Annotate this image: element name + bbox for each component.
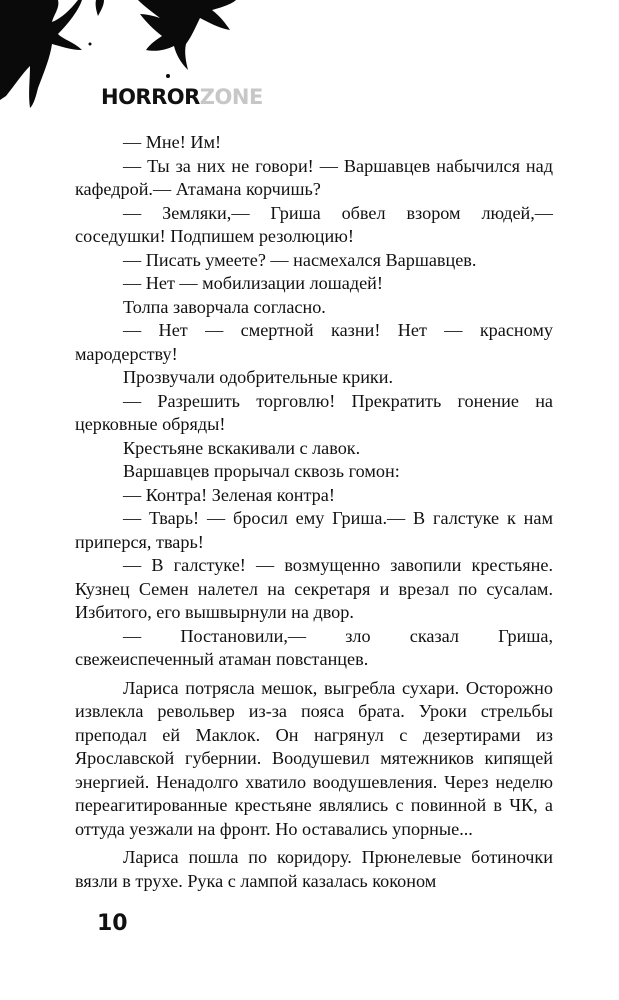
series-logo <box>101 87 263 108</box>
page-number: 10 <box>97 911 128 936</box>
paragraph: Лариса потрясла мешок, выгребла сухари. Осторожно извлекла револьвер из-за пояса брата. Уроки стрельбы преподал ей Маклок. Он нагрянул с дезертирами из Ярославской губернии. Воодушевил мятежников кипящей энергией. Ненадолго хватило воодушевления. Через неделю переагитированные крестьяне являлись с повинной в ЧК, а оттуда уезжали на фронт. Но оставались упорные... <box>75 677 553 839</box>
paragraph: — Нет — мобилизации лошадей! <box>123 273 383 293</box>
paragraph: — Постановили,— зло сказал Гриша, свежеиспеченный атаман повстанцев. <box>75 625 553 669</box>
paragraph: Прозвучали одобрительные крики. <box>123 367 394 387</box>
body-text <box>75 131 553 893</box>
series-logo-part2: ZONE <box>199 85 263 109</box>
paragraph: — Тварь! — бросил ему Гриша.— В галстуке к нам приперся, тварь! <box>75 508 553 552</box>
paragraph: — Земляки,— Гриша обвел взором людей,— соседушки! Подпишем резолюцию! <box>75 202 553 246</box>
paragraph: Крестьяне вскакивали с лавок. <box>123 437 361 458</box>
paragraph: — Контра! Зеленая контра! <box>123 484 335 505</box>
series-logo-part1: HORROR <box>101 85 200 109</box>
paragraph: Варшавцев прорычал сквозь гомон: <box>123 461 400 481</box>
paragraph: — Разрешить торговлю! Прекратить гонение на церковные обряды! <box>75 390 553 434</box>
paragraph: — Писать умеете? — насмехался Варшавцев. <box>123 249 477 270</box>
paragraph: — Ты за них не говори! — Варшавцев набычился над кафедрой.— Атамана корчишь? <box>75 155 553 199</box>
paragraph: — Нет — смертной казни! Нет — красному мародерству! <box>75 320 553 364</box>
paragraph: Лариса пошла по коридору. Прюнелевые ботиночки вязли в трухе. Рука с лампой казалась коконом <box>75 847 553 891</box>
paragraph: Толпа заворчала согласно. <box>123 296 326 317</box>
paragraph: — Мне! Им! <box>123 132 222 152</box>
paragraph: — В галстуке! — возмущенно завопили крестьяне. Кузнец Семен налетел на секретаря и врезал по сусалам. Избитого, его вышвырнули на двор. <box>75 555 553 622</box>
